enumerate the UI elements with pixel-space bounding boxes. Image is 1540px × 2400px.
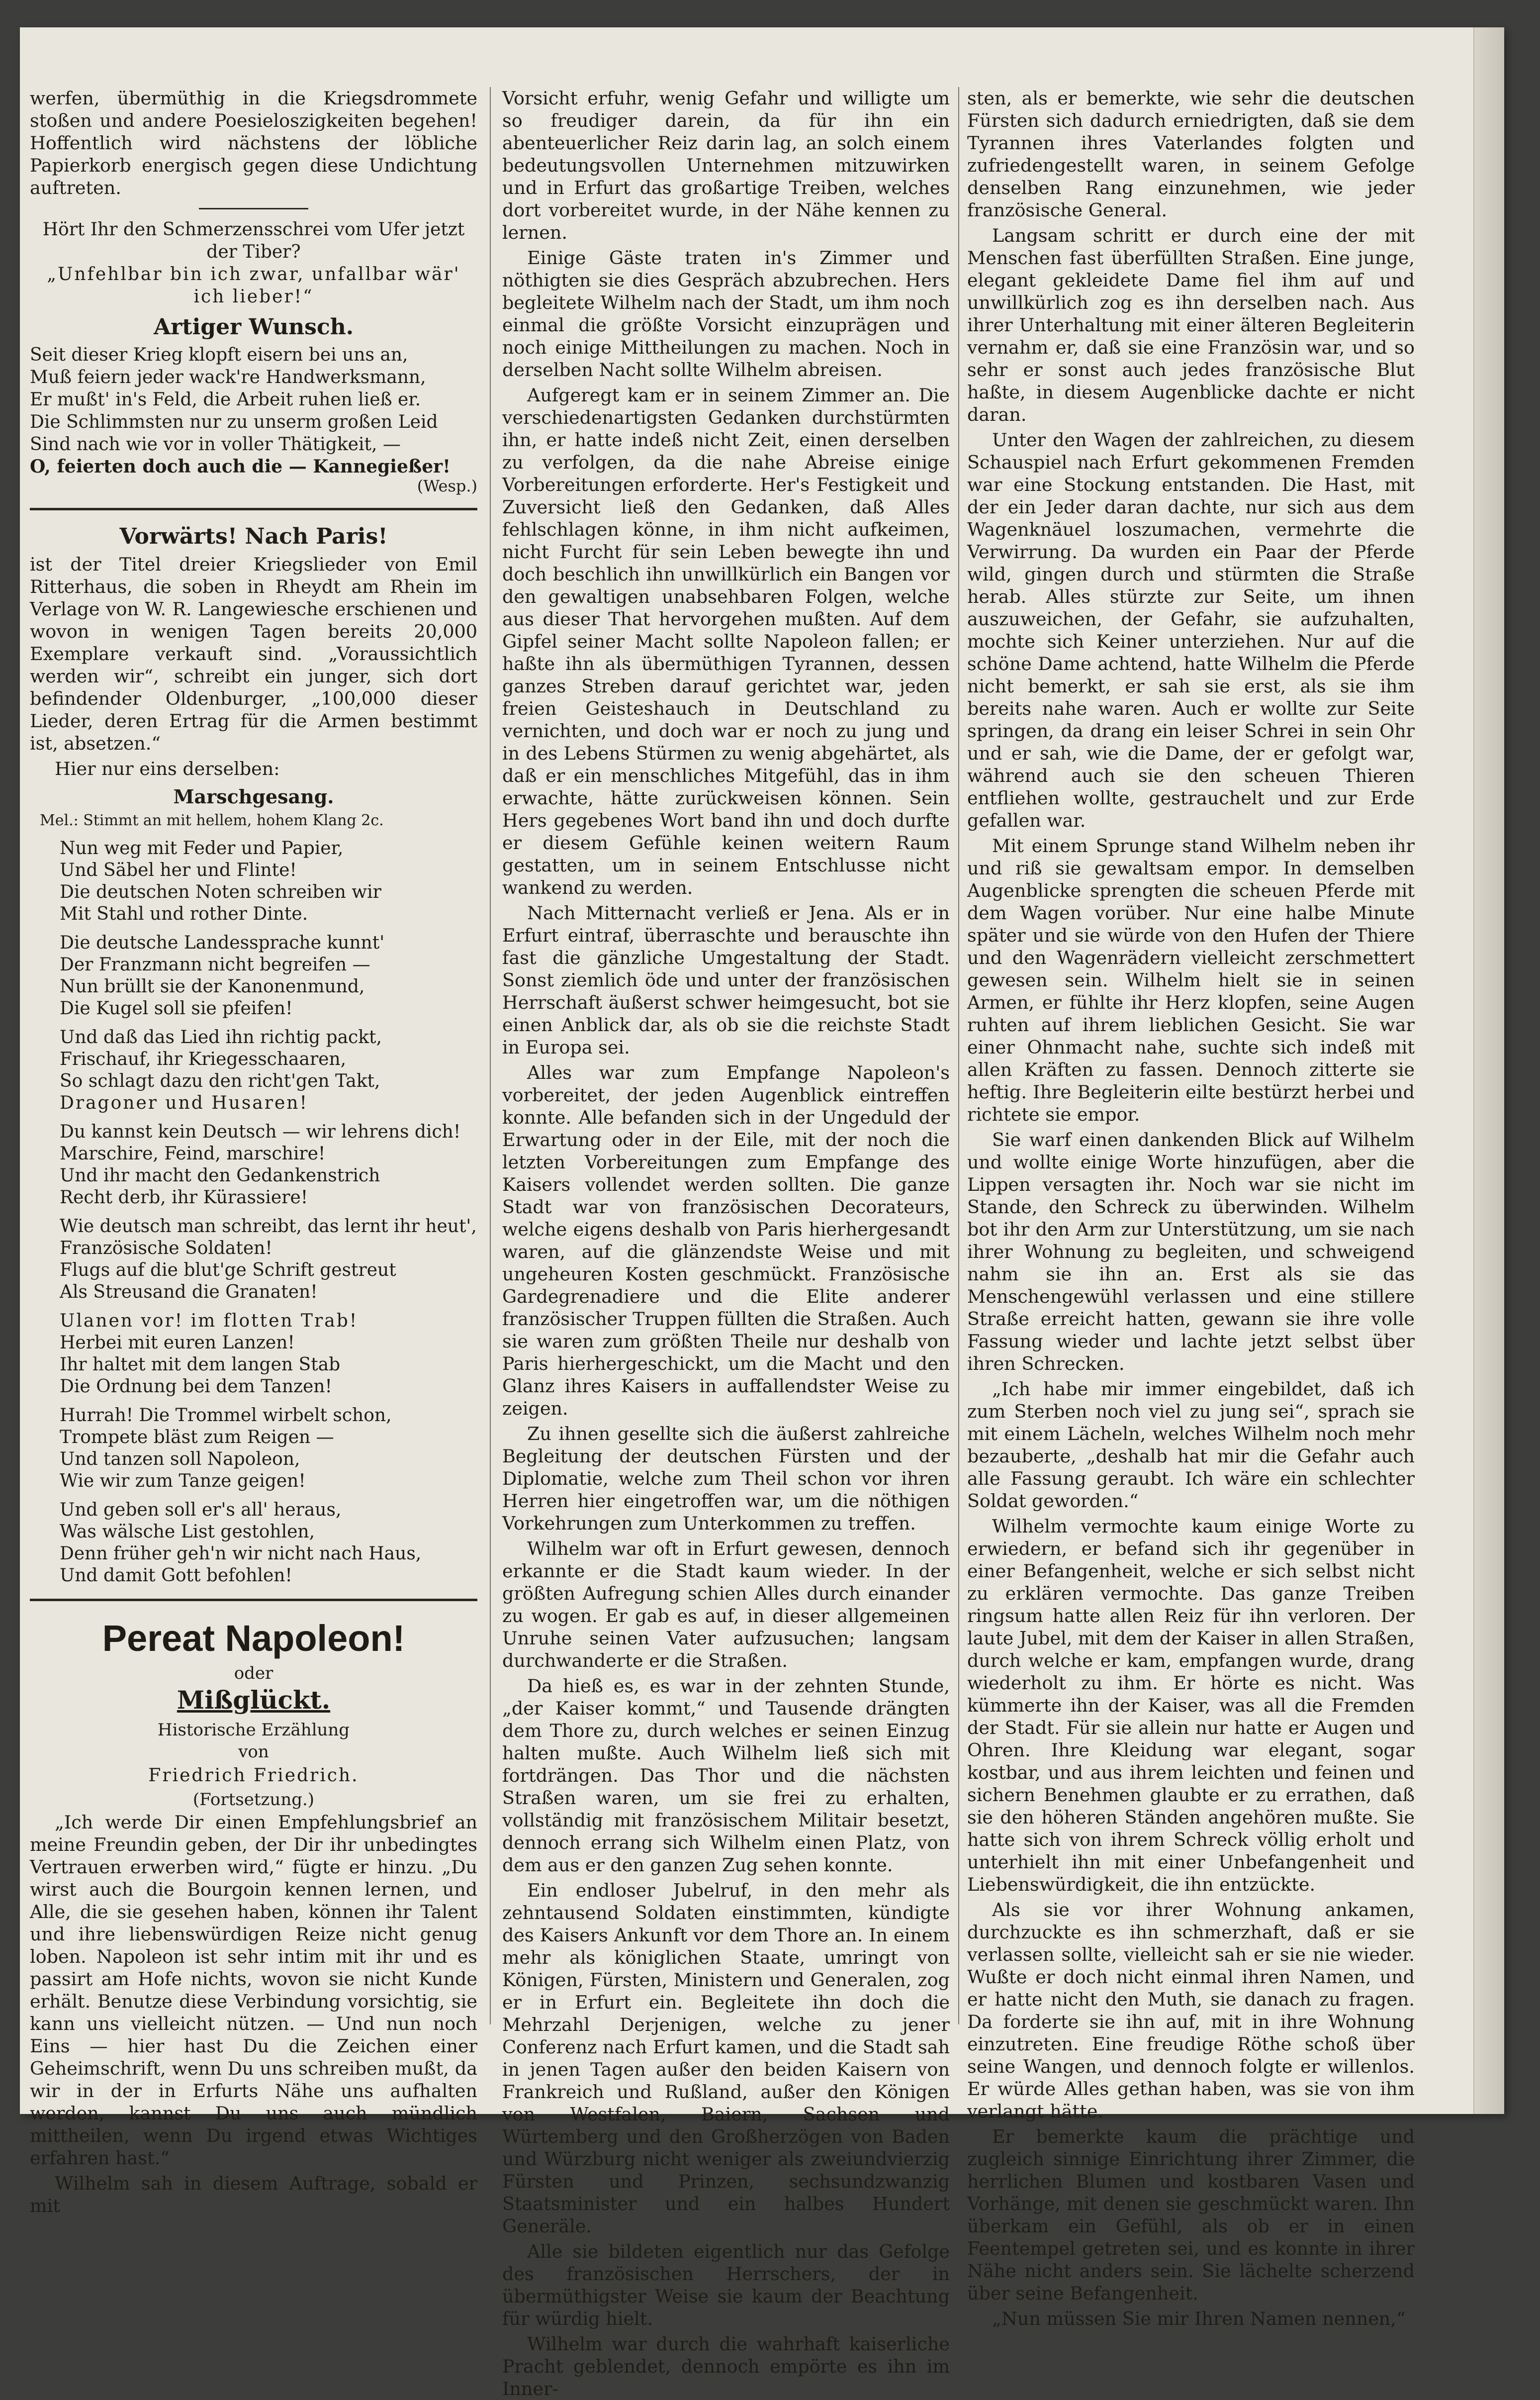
- song-line: Und ihr macht den Gedankenstrich: [60, 1165, 380, 1186]
- song-line: Denn früher geh'n wir nicht nach Haus,: [60, 1543, 422, 1564]
- song-line: Frischauf, ihr Kriegesschaaren,: [60, 1049, 347, 1069]
- song-stanza: [60, 838, 477, 925]
- song-stanza: [60, 932, 477, 1020]
- story-continuation: (Fortsetzung.): [192, 1790, 315, 1810]
- poem-line: O, feierten doch auch die — Kannegießer!: [30, 456, 451, 477]
- column-rule: [490, 87, 491, 2024]
- article-lead: Hier nur eins derselben:: [55, 758, 280, 779]
- poem-title: Artiger Wunsch.: [153, 314, 354, 340]
- song-stanza: [60, 1121, 477, 1209]
- song-line: Dragoner und Husaren!: [60, 1093, 308, 1113]
- song-line: Wie deutsch man schreibt, das lernt ihr heut',: [60, 1216, 477, 1237]
- song-stanza: [60, 1405, 477, 1492]
- song-line: So schlagt dazu den richt'gen Takt,: [60, 1071, 380, 1091]
- poem-line: Sind nach wie vor in voller Thätigkeit, —: [30, 434, 401, 455]
- story-paragraph: Mit einem Sprunge stand Wilhelm neben ihr und riß sie gewaltsam empor. In demselben Augenblicke sprengten die scheuen Pferde mit dem Wagen vorüber. Nur eine halbe Minute später und sie würde von den Hufen der Thiere und den Wagenrädern vielleicht zerschmettert gewesen sein. Wilhelm hielt sie in seinen Armen, er fühlte ihr Herz klopfen, seine Augen ruhten auf ihrem lieblichen Gesicht. Sie war einer Ohnmacht nahe, suchte sich indeß mit allen Kräften zu fassen. Dennoch zitterte sie heftig. Ihre Begleiterin eilte bestürzt herbei und richtete sie empor.: [967, 835, 1415, 1125]
- song-line: Marschire, Feind, marschire!: [60, 1144, 326, 1164]
- column-rule: [958, 87, 959, 2024]
- poem-line: Hört Ihr den Schmerzensschrei vom Ufer jetzt der Tiber?: [42, 219, 465, 262]
- story-paragraph: „Ich werde Dir einen Empfehlungsbrief an meine Freundin geben, der Dir ihr unbedingtes Vertrauen erwerben wird,“ fügte er hinzu. „Du wirst auch die Bourgoin kennen lernen, und Alle, die sie gesehen haben, können ihr Talent und ihre liebenswürdigen Reize nicht genug loben. Napoleon ist sehr intim mit ihr und es passirt am Hofe nichts, wovon sie nicht Kunde erhält. Benutze diese Verbindung vorsichtig, sie kann uns vielleicht nützen. — Und nun noch Eins — hier hast Du die Zeichen einer Geheimschrift, wenn Du uns schreiben mußt, da wir in der in Erfurts Nähe uns aufhalten werden, kannst Du uns auch mündlich mittheilen, wenn Du irgend etwas Wichtiges erfahren hast.“: [30, 1812, 477, 2169]
- poem-line: „Unfehlbar bin ich zwar, unfallbar wär' ich lieber!“: [47, 264, 460, 307]
- column-2: [502, 87, 950, 2400]
- song-line: Als Streusand die Granaten!: [60, 1282, 318, 1302]
- poem-credit: (Wesp.): [417, 477, 477, 495]
- article-title: Vorwärts! Nach Paris!: [119, 524, 388, 549]
- story-oder: oder: [234, 1663, 273, 1683]
- song-line: Die Ordnung bei dem Tanzen!: [60, 1376, 332, 1397]
- story-paragraph: Er bemerkte kaum die prächtige und zugleich sinnige Einrichtung ihrer Zimmer, die herrlichen Blumen und kostbaren Vasen und Vorhänge, mit denen sie geschmückt waren. Ihn überkam ein Gefühl, als ob er in einen Feentempel getreten sei, und es konnte in ihrer Nähe nicht anders sein. Sie lächelte scherzend über seine Befangenheit.: [967, 2126, 1415, 2304]
- divider: [199, 208, 308, 209]
- page-edge: [1473, 27, 1504, 2114]
- column-1: [30, 87, 477, 2216]
- song-line: Hurrah! Die Trommel wirbelt schon,: [60, 1405, 392, 1426]
- story-von: von: [238, 1742, 269, 1762]
- poem-body: [30, 344, 477, 478]
- story-paragraph: Zu ihnen gesellte sich die äußerst zahlreiche Begleitung der deutschen Fürsten und der Diplomatie, welche zum Theil schon vor ihren Herren hier eingetroffen war, um die nöthigen Vorkehrungen zum Unterkommen zu treffen.: [502, 1423, 950, 1534]
- song-line: Ihr haltet mit dem langen Stab: [60, 1354, 341, 1375]
- song-line: Die deutschen Noten schreiben wir: [60, 882, 381, 902]
- story-paragraph: Da hieß es, es war in der zehnten Stunde, „der Kaiser kommt,“ und Tausende drängten dem Thore zu, durch welches er seinen Einzug halten mußte. Auch Wilhelm ließ sich mit fortdrängen. Das Thor und die nächsten Straßen waren, um sie frei zu erhalten, vollständig mit französischem Militair besetzt, dennoch errang sich Wilhelm einen Platz, von dem aus er den ganzen Zug sehen konnte.: [502, 1675, 950, 1876]
- story-paragraph: Wilhelm vermochte kaum einige Worte zu erwiedern, er befand sich ihr gegenüber in einer Befangenheit, welche er sich selbst nicht zu erklären vermochte. Das ganze Treiben ringsum hatte allen Reiz für ihn verloren. Der laute Jubel, mit dem der Kaiser in allen Straßen, durch welche er kam, empfangen wurde, drang wiederholt zu ihm. Er hörte es nicht. Was kümmerte ihn der Kaiser, was all die Fremden der Stadt. Für sie allein nur hatte er Augen und Ohren. Ihre Kleidung war elegant, sogar kostbar, und aus ihrem leichten und feinen und sichern Benehmen glaubte er zu errathen, daß sie den höheren Ständen angehören mußte. Sie hatte sich von ihrem Schreck völlig erholt und unterhielt ihn mit einer Unbefangenheit und Liebenswürdigkeit, die ihn entzückte.: [967, 1516, 1415, 1895]
- story-paragraph: Als sie vor ihrer Wohnung ankamen, durchzuckte es ihn schmerzhaft, daß er sie verlassen sollte, vielleicht sah er sie nie wieder. Wußte er doch nicht einmal ihren Namen, und er hatte nicht den Muth, sie danach zu fragen. Da forderte sie ihn auf, mit in ihre Wohnung einzutreten. Eine freudige Röthe schoß über seine Wangen, und dennoch folgte er willenlos. Er würde Alles gethan haben, was sie von ihm verlangt hätte.: [967, 1899, 1415, 2122]
- story-paragraph: Wilhelm war oft in Erfurt gewesen, dennoch erkannte er die Stadt kaum wieder. In der größten Aufregung schien Alles durch einander zu wogen. Er gab es auf, in dieser allgemeinen Unruhe seinen Vater aufzusuchen; langsam durchwanderte er die Straßen.: [502, 1538, 950, 1671]
- song-line: Französische Soldaten!: [60, 1238, 272, 1258]
- divider: [30, 508, 477, 510]
- story-paragraph: Nach Mitternacht verließ er Jena. Als er in Erfurt eintraf, überraschte und berauschte ihn fast die gänzliche Umgestaltung der Stadt. Sonst ziemlich öde und unter der französischen Herrschaft äußerst schwer heimgesucht, bot sie einen Anblick dar, als ob sie die reichste Stadt in Europa sei.: [502, 902, 950, 1058]
- story-paragraph: Alles war zum Empfange Napoleon's vorbereitet, der jeden Augenblick eintreffen konnte. Alle befanden sich in der Ungeduld der Erwartung oder in der Eile, mit der noch die letzten Vorbereitungen zum Empfange des Kaisers vollendet werden sollten. Die ganze Stadt war von französischen Decorateurs, welche eigens deshalb von Paris hierhergesandt waren, auf die glänzendste Weise und mit ungeheuren Kosten geschmückt. Französische Gardegrenadiere und die Elite anderer französischer Truppen füllten die Straßen. Auch sie waren zum größten Theile nur deshalb von Paris hierhergeschickt, um die Macht und den Glanz ihres Kaisers in auffallendster Weise zu zeigen.: [502, 1062, 950, 1419]
- story-paragraph: Wilhelm sah in diesem Auftrage, sobald er mit: [30, 2173, 477, 2216]
- song-line: Und tanzen soll Napoleon,: [60, 1449, 300, 1469]
- song-line: Wie wir zum Tanze geigen!: [60, 1471, 306, 1491]
- story-paragraph: Sie warf einen dankenden Blick auf Wilhelm und wollte einige Worte hinzufügen, aber die Lippen versagten ihr. Noch war sie nicht im Stande, den Schreck zu überwinden. Wilhelm bot ihr den Arm zur Unterstützung, um sie nach ihrer Wohnung zu begleiten, und schweigend nahm sie ihn an. Erst als sie das Menschengewühl verlassen und eine stillere Straße erreicht hatten, gewann sie ihre volle Fassung wieder und lachte jetzt selbst über ihren Schrecken.: [967, 1129, 1415, 1374]
- song-line: Nun brüllt sie der Kanonenmund,: [60, 976, 365, 997]
- story-paragraph: Langsam schritt er durch eine der mit Menschen fast überfüllten Straßen. Eine junge, elegant gekleidete Dame fiel ihm auf und unwillkürlich zog es ihn derselben nach. Aus ihrer Unterhaltung mit einer älteren Begleiterin vernahm er, daß sie eine Französin war, und so sehr er sonst auch jedes französische Blut haßte, in diesem Augenblicke dachte er nicht daran.: [967, 225, 1415, 425]
- story-paragraph: Einige Gäste traten in's Zimmer und nöthigten sie dies Gespräch abzubrechen. Hers begleitete Wilhelm nach der Stadt, um ihm noch einmal die größte Vorsicht einzuprägen und noch einige Mittheilungen zu machen. Noch in derselben Nacht sollte Wilhelm abreisen.: [502, 247, 950, 381]
- song-line: Und geben soll er's all' heraus,: [60, 1500, 342, 1520]
- song-line: Die deutsche Landessprache kunnt': [60, 933, 385, 953]
- song-line: Die Kugel soll sie pfeifen!: [60, 998, 293, 1019]
- story-title: Pereat Napoleon!: [102, 1618, 405, 1659]
- story-subtitle: Mißglückt.: [177, 1685, 331, 1715]
- newspaper-page: [20, 27, 1504, 2400]
- story-paragraph: Ein endloser Jubelruf, in den mehr als zehntausend Soldaten einstimmten, kündigte des Kaisers Ankunft vor dem Thore an. In einem mehr als königlichen Staate, umringt von Königen, Fürsten, Ministern und Generalen, zog er in Erfurt ein. Begleitete ihn doch die Mehrzahl Derjenigen, welche zu jener Conferenz nach Erfurt kamen, und die Stadt sah in jenen Tagen außer den beiden Kaisern von Frankreich und Rußland, außer den Königen von Westfalen, Baiern, Sachsen und Würtemberg und den Großherzögen von Baden und Würzburg nicht weniger als zweiundvierzig Fürsten und Prinzen, sechsundzwanzig Staatsminister und ein halbes Hundert Generäle.: [502, 1880, 950, 2237]
- story-paragraph: sten, als er bemerkte, wie sehr die deutschen Fürsten sich dadurch erniedrigten, daß sie dem Tyrannen ihres Vaterlandes folgten und zufriedengestellt waren, in seinem Gefolge denselben Rang einzunehmen, wie jeder französische General.: [967, 88, 1415, 221]
- song-melody: Mel.: Stimmt an mit hellem, hohem Klang 2c.: [40, 812, 384, 829]
- divider: [30, 1599, 477, 1601]
- song-line: Der Franzmann nicht begreifen —: [60, 955, 370, 975]
- intro-paragraph: werfen, übermüthig in die Kriegsdrommete stoßen und andere Poesieloszigkeiten begehen! Hoffentlich wird nächstens der löbliche Papierkorb energisch gegen diese Undichtung auftreten.: [30, 88, 477, 198]
- poem-line: Die Schlimmsten nur zu unserm großen Leid: [30, 412, 438, 432]
- song-line: Und damit Gott befohlen!: [60, 1565, 292, 1586]
- story-paragraph: Aufgeregt kam er in seinem Zimmer an. Die verschiedenartigsten Gedanken durchstürmten ihn, er hatte indeß nicht Zeit, einen derselben zu verfolgen, da die nahe Abreise einige Vorbereitungen erforderte. Her's Festigkeit und Zuversicht ließ den Gedanken, daß Alles fehlschlagen könne, in ihm nicht aufkeimen, nicht Furcht für sein Leben bewegte ihn und doch beschlich ihn unwillkürlich ein Bangen vor den gewaltigen unabsehbaren Folgen, welche aus dieser That hervorgehen mußten. Auf dem Gipfel seiner Macht sollte Napoleon fallen; er haßte ihn als übermüthigen Tyrannen, dessen ganzes Streben darauf gerichtet war, jeden freien Geisteshauch in Deutschland zu vernichten, und doch war er noch zu jung und in des Lebens Stürmen zu wenig abgehärtet, als daß er ein menschliches Mitgefühl, das in ihm erwachte, hätte zurückweisen können. Sein Hers gegebenes Wort band ihn und doch durfte er diesem Gefühle keinen weitern Raum gestatten, um in seinem Entschlusse nicht wankend zu werden.: [502, 384, 950, 898]
- song-line: Und daß das Lied ihn richtig packt,: [60, 1027, 382, 1048]
- story-genre: Historische Erzählung: [157, 1720, 350, 1740]
- song-stanza: [60, 1499, 477, 1587]
- song-line: Recht derb, ihr Kürassiere!: [60, 1187, 308, 1208]
- poem-line: Er mußt' in's Feld, die Arbeit ruhen ließ er.: [30, 389, 421, 410]
- song-stanza: [60, 1027, 477, 1114]
- song-line: Ulanen vor! im flotten Trab!: [60, 1311, 359, 1331]
- song-line: Flugs auf die blut'ge Schrift gestreut: [60, 1260, 396, 1280]
- song-line: Was wälsche List gestohlen,: [60, 1522, 315, 1542]
- story-paragraph: Wilhelm war durch die wahrhaft kaiserliche Pracht geblendet, dennoch empörte es ihn im Inner-: [502, 2333, 950, 2400]
- story-paragraph: „Nun müssen Sie mir Ihren Namen nennen,“: [992, 2308, 1406, 2329]
- story-paragraph: Vorsicht erfuhr, wenig Gefahr und willigte um so freudiger darein, da für ihn ein abenteuerlicher Reiz darin lag, an solch einem bedeutungsvollen Unternehmen mitzuwirken und in Erfurt das großartige Treiben, welches dort vorbereitet wurde, in der Nähe kennen zu lernen.: [502, 88, 950, 243]
- song-line: Mit Stahl und rother Dinte.: [60, 904, 308, 924]
- song-stanza: [60, 1310, 477, 1398]
- story-paragraph: Unter den Wagen der zahlreichen, zu diesem Schauspiel nach Erfurt gekommenen Fremden war eine Stockung entstanden. Die Hast, mit der ein Jeder daran dachte, nur sich aus dem Wagenknäuel loszumachen, vermehrte die Verwirrung. Da wurden ein Paar der Pferde wild, gingen durch und stürmten die Straße herab. Alles stürzte zur Seite, um ihnen auszuweichen, der Gefahr, sie aufzuhalten, mochte sich Keiner unterziehen. Nur auf die schöne Dame achtend, hatte Wilhelm die Pferde nicht bemerkt, er sah sie erst, als sie ihm bereits nahe waren. Auch er wollte zur Seite springen, da drang ein leiser Schrei in sein Ohr und er sah, wie die Dame, der er gefolgt war, während auch sie den scheuen Thieren entfliehen wollte, gestrauchelt und zur Erde gefallen war.: [967, 429, 1415, 831]
- song-line: Und Säbel her und Flinte!: [60, 860, 297, 880]
- poem-line: Muß feiern jeder wack're Handwerksmann,: [30, 367, 426, 387]
- song-line: Herbei mit euren Lanzen!: [60, 1333, 295, 1353]
- story-author: Friedrich Friedrich.: [148, 1765, 359, 1786]
- article-text: ist der Titel dreier Kriegslieder von Emil Ritterhaus, die soben in Rheydt am Rhein im Verlage von W. R. Langewiesche erschienen und wovon in wenigen Tagen bereits 20,000 Exemplare verkauft sind. „Voraussichtlich werden wir“, schreibt ein junger, sich dort befindender Oldenburger, „100,000 dieser Lieder, deren Ertrag für die Armen bestimmt ist, absetzen.“: [30, 554, 477, 754]
- poem-line: Seit dieser Krieg klopft eisern bei uns an,: [30, 345, 408, 365]
- song-line: Nun weg mit Feder und Papier,: [60, 838, 344, 859]
- song-line: Trompete bläst zum Reigen —: [60, 1427, 334, 1447]
- story-paragraph: „Ich habe mir immer eingebildet, daß ich zum Sterben noch viel zu jung sei“, sprach sie mit einem Lächeln, welches Wilhelm noch mehr bezauberte, „deshalb hat mir die Gefahr auch alle Fassung geraubt. Ich wäre ein schlechter Soldat geworden.“: [967, 1378, 1415, 1512]
- song-line: Du kannst kein Deutsch — wir lehrens dich!: [60, 1122, 461, 1142]
- song-stanza: [60, 1216, 477, 1303]
- story-paragraph: Alle sie bildeten eigentlich nur das Gefolge des französischen Herrschers, der in übermüthigster Weise sie kaum der Beachtung für würdig hielt.: [502, 2241, 950, 2329]
- column-3: [967, 87, 1415, 2329]
- song-title: Marschgesang.: [173, 785, 334, 808]
